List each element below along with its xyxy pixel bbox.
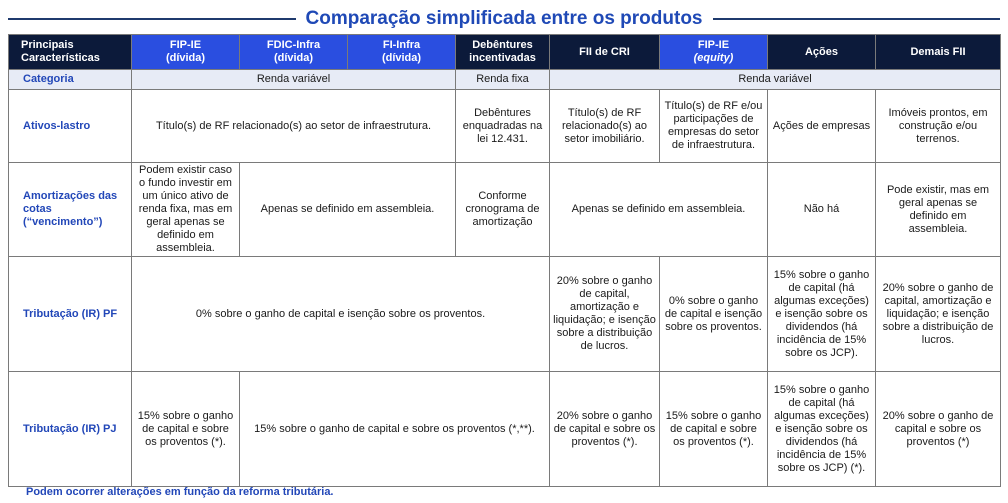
header-fip-ie-divida: FIP-IE (dívida) — [132, 35, 240, 70]
row-tributacao-pf — [9, 257, 1001, 372]
cell-trib-pj-fdic-deb: 15% sobre o ganho de capital e sobre os proventos (*,**). — [240, 372, 550, 487]
page-title: Comparação simplificada entre os produtos — [305, 8, 703, 29]
cell-amort-debentures: Conforme cronograma de amortização — [456, 163, 550, 257]
cell-trib-pj-acoes: 15% sobre o ganho de capital (há algumas exceções) e isenção sobre os dividendos (há incidência de 15% sobre os JCP) (*). — [768, 372, 876, 487]
title-bar — [8, 6, 1000, 32]
cell-ativos-fii-cri: Título(s) de RF relacionado(s) ao setor imobiliário. — [550, 90, 660, 163]
header-fdic-infra: FDIC-Infra (dívida) — [240, 35, 348, 70]
cell-trib-pf-demais-fii: 20% sobre o ganho de capital, amortização e liquidação; e isenção sobre a distribuição de lucros. — [876, 257, 1001, 372]
header-debentures: Debêntures incentivadas — [456, 35, 550, 70]
cell-trib-pf-fip-equity: 0% sobre o ganho de capital e isenção sobre os proventos. — [660, 257, 768, 372]
cell-categoria-outros: Renda variável — [550, 70, 1001, 90]
header-fip-ie-equity: FIP-IE (equity) — [660, 35, 768, 70]
title-right-rule — [713, 18, 1001, 20]
cell-categoria-infra: Renda variável — [132, 70, 456, 90]
cell-trib-pj-fii-cri: 20% sobre o ganho de capital e sobre os proventos (*). — [550, 372, 660, 487]
row-label-categoria: Categoria — [9, 70, 132, 90]
footnote: Podem ocorrer alterações em função da reforma tributária. — [26, 486, 334, 498]
cell-ativos-fip-equity: Título(s) de RF e/ou participações de empresas do setor de infraestrutura. — [660, 90, 768, 163]
cell-trib-pf-acoes: 15% sobre o ganho de capital (há algumas exceções) e isenção sobre os dividendos (há incidência de 15% sobre os JCP). — [768, 257, 876, 372]
row-ativos-lastro — [9, 90, 1001, 163]
header-principais: Principais Características — [9, 35, 132, 70]
cell-ativos-demais-fii: Imóveis prontos, em construção e/ou terrenos. — [876, 90, 1001, 163]
header-acoes: Ações — [768, 35, 876, 70]
title-left-rule — [8, 18, 296, 20]
cell-amort-fdic-fi: Apenas se definido em assembleia. — [240, 163, 456, 257]
row-label-ativos: Ativos-lastro — [9, 90, 132, 163]
row-label-amortizacoes: Amortizações das cotas (“vencimento”) — [9, 163, 132, 257]
header-fi-infra: FI-Infra (dívida) — [348, 35, 456, 70]
cell-trib-pj-fip-ie: 15% sobre o ganho de capital e sobre os proventos (*). — [132, 372, 240, 487]
row-categoria — [9, 70, 1001, 90]
row-label-trib-pf: Tributação (IR) PF — [9, 257, 132, 372]
header-row — [9, 35, 1001, 70]
header-demais-fii: Demais FII — [876, 35, 1001, 70]
cell-trib-pj-demais-fii: 20% sobre o ganho de capital e sobre os proventos (*) — [876, 372, 1001, 487]
cell-amort-cri-equity: Apenas se definido em assembleia. — [550, 163, 768, 257]
cell-amort-demais-fii: Pode existir, mas em geral apenas se definido em assembleia. — [876, 163, 1001, 257]
cell-amort-fip-ie: Podem existir caso o fundo investir em um único ativo de renda fixa, mas em geral apenas se definido em assembleia. — [132, 163, 240, 257]
row-label-trib-pj: Tributação (IR) PJ — [9, 372, 132, 487]
comparison-table — [8, 34, 1001, 487]
cell-ativos-debentures: Debêntures enquadradas na lei 12.431. — [456, 90, 550, 163]
cell-amort-acoes: Não há — [768, 163, 876, 257]
cell-trib-pf-fii-cri: 20% sobre o ganho de capital, amortização e liquidação; e isenção sobre a distribuição de lucros. — [550, 257, 660, 372]
row-amortizacoes — [9, 163, 1001, 257]
cell-trib-pj-fip-equity: 15% sobre o ganho de capital e sobre os proventos (*). — [660, 372, 768, 487]
cell-ativos-infra: Título(s) de RF relacionado(s) ao setor de infraestrutura. — [132, 90, 456, 163]
header-fii-cri: FII de CRI — [550, 35, 660, 70]
cell-ativos-acoes: Ações de empresas — [768, 90, 876, 163]
row-tributacao-pj — [9, 372, 1001, 487]
cell-categoria-debentures: Renda fixa — [456, 70, 550, 90]
cell-trib-pf-infra: 0% sobre o ganho de capital e isenção sobre os proventos. — [132, 257, 550, 372]
